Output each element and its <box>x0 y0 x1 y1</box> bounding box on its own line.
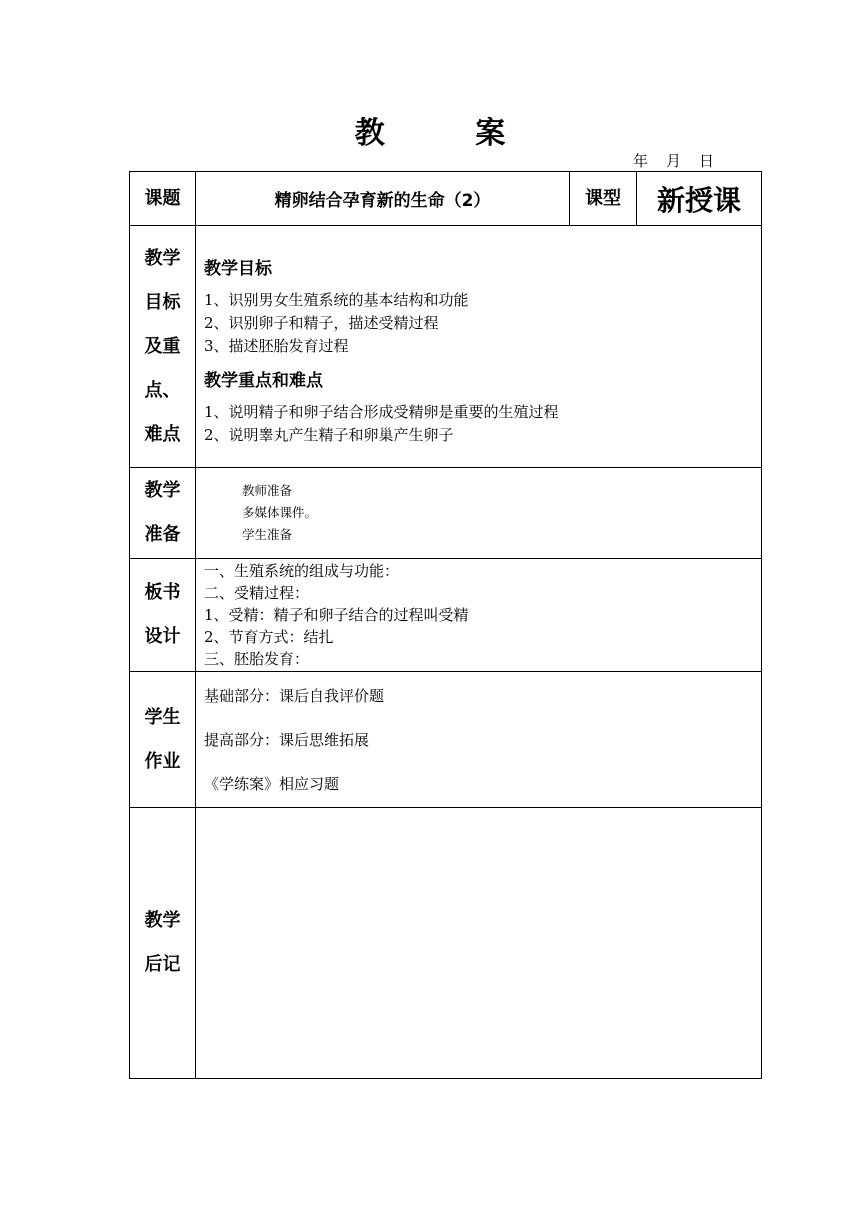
homework-row <box>130 672 762 808</box>
reflection-label-line: 后记 <box>144 954 181 975</box>
preparation-label <box>130 468 196 559</box>
date-line <box>633 150 732 171</box>
page-title: 教 案 <box>354 116 546 151</box>
objectives-label-line: 目标 <box>144 291 181 313</box>
reflection-label-line: 教学 <box>144 910 181 931</box>
preparation-label-line: 准备 <box>144 524 181 545</box>
objectives-content <box>196 226 762 468</box>
keypoints-heading: 教学重点和难点 <box>204 371 323 391</box>
objectives-label-line: 难点 <box>144 423 181 445</box>
objectives-label-line: 点、 <box>144 379 181 401</box>
header-row <box>130 172 762 226</box>
reflection-row <box>130 808 762 1079</box>
goal-item: 2、识别卵子和精子，描述受精过程 <box>204 314 439 332</box>
reflection-label <box>130 808 196 1079</box>
board-label-line: 设计 <box>144 626 181 647</box>
date-year: 年 <box>633 152 649 170</box>
objectives-label-line: 教学 <box>144 247 181 269</box>
preparation-label-line: 教学 <box>144 480 181 501</box>
homework-label-line: 学生 <box>144 706 181 728</box>
board-item: 一、生殖系统的组成与功能： <box>204 562 400 580</box>
preparation-item: 教师准备 <box>242 483 293 498</box>
homework-item: 基础部分：课后自我评价题 <box>204 686 385 705</box>
board-item: 二、受精过程： <box>204 584 310 602</box>
type-label: 课型 <box>570 172 637 226</box>
board-row <box>130 559 762 672</box>
objectives-label-line: 及重 <box>144 335 181 357</box>
preparation-item: 学生准备 <box>242 527 293 542</box>
preparation-item: 多媒体课件。 <box>242 505 318 520</box>
board-label <box>130 559 196 672</box>
board-item: 三、胚胎发育： <box>204 650 310 668</box>
board-item: 1、受精：精子和卵子结合的过程叫受精 <box>204 606 469 624</box>
homework-content <box>196 672 762 808</box>
homework-label <box>130 672 196 808</box>
goals-heading: 教学目标 <box>204 259 272 279</box>
goal-item: 3、描述胚胎发育过程 <box>204 337 349 355</box>
homework-item: 《学练案》相应习题 <box>204 774 340 793</box>
topic-label: 课题 <box>130 172 196 226</box>
date-month: 月 <box>666 152 682 170</box>
type-value: 新授课 <box>637 172 762 226</box>
objectives-row <box>130 226 762 468</box>
homework-label-line: 作业 <box>144 750 181 772</box>
objectives-label <box>130 226 196 468</box>
date-day: 日 <box>699 152 715 170</box>
keypoint-item: 1、说明精子和卵子结合形成受精卵是重要的生殖过程 <box>204 403 559 421</box>
lesson-plan-table <box>129 171 762 1079</box>
topic-value: 精卵结合孕育新的生命（2） <box>196 172 570 226</box>
homework-item: 提高部分：课后思维拓展 <box>204 730 370 749</box>
preparation-content <box>196 468 762 559</box>
keypoint-item: 2、说明睾丸产生精子和卵巢产生卵子 <box>204 426 454 444</box>
goal-item: 1、识别男女生殖系统的基本结构和功能 <box>204 291 469 309</box>
board-item: 2、节育方式：结扎 <box>204 628 334 646</box>
reflection-content <box>196 808 762 1079</box>
preparation-row <box>130 468 762 559</box>
board-content <box>196 559 762 672</box>
board-label-line: 板书 <box>144 582 181 603</box>
